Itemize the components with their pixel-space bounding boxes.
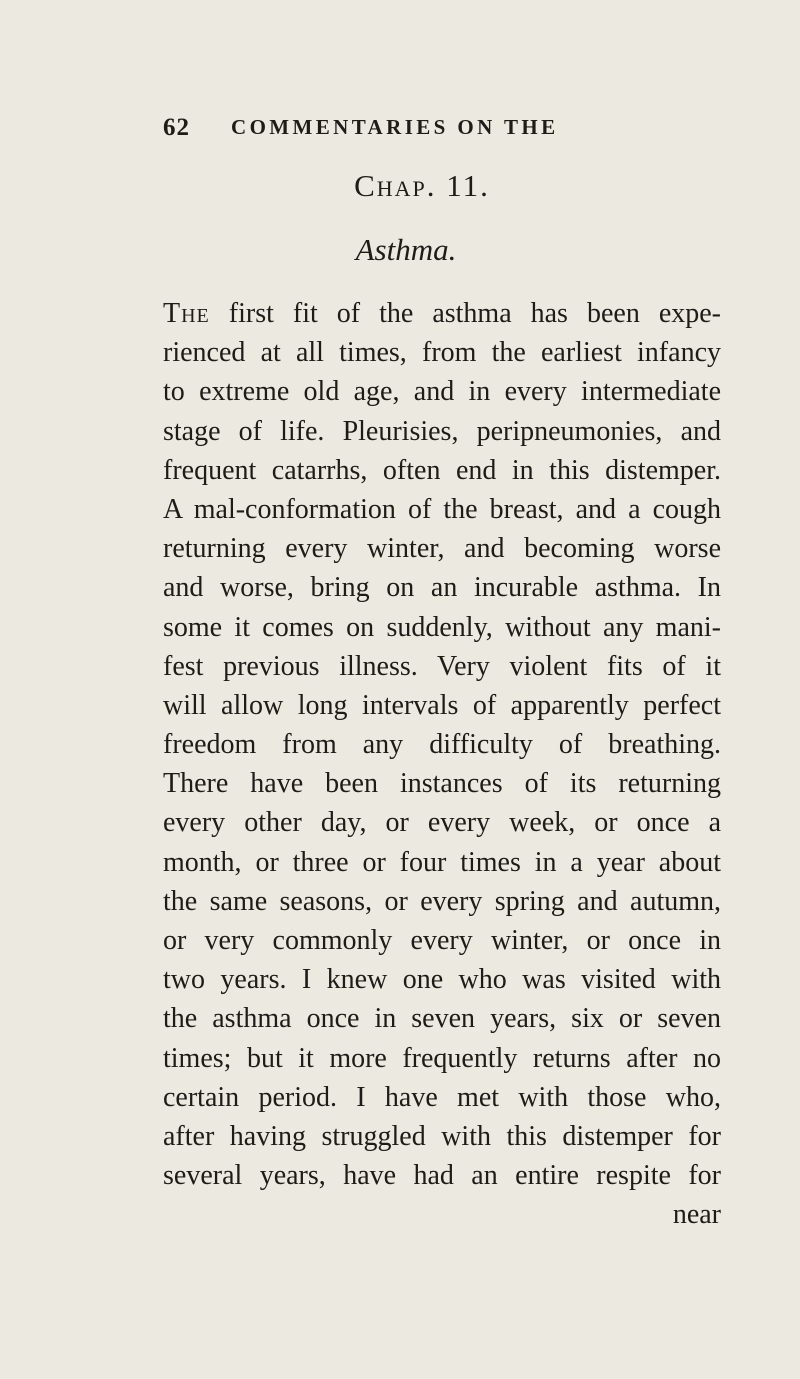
chapter-heading: [0, 168, 800, 204]
text-line: two years. I knew one who was visited with: [163, 964, 721, 996]
text-line: stage of life. Pleurisies, peripneumonies, and: [163, 415, 721, 447]
text-line: will allow long intervals of apparently perfect: [163, 689, 721, 721]
text-line: or very commonly every winter, or once in: [163, 925, 721, 956]
text-line: A mal-conformation of the breast, and a cough: [163, 493, 721, 525]
text-line: the same seasons, or every spring and autumn,: [163, 885, 721, 917]
text-line: several years, have had an entire respite for: [163, 1160, 721, 1192]
chapter-subtitle-text: Asthma.: [355, 232, 457, 267]
text-line: some it comes on suddenly, without any mani-: [163, 611, 721, 643]
text-line: month, or three or four times in a year about: [163, 846, 721, 878]
text-line: There have been instances of its returning: [163, 768, 721, 800]
page-number: 62: [163, 114, 190, 141]
text-line: and worse, bring on an incurable asthma. In: [163, 572, 721, 604]
first-line-text: first fit of the asthma has been expe-: [209, 298, 721, 329]
text-line: certain period. I have met with those who,: [163, 1081, 721, 1113]
text-line: freedom from any difficulty of breathing.: [163, 729, 721, 761]
running-head: [163, 114, 723, 144]
chapter-heading-text: Chap. 11.: [354, 168, 490, 203]
chapter-subtitle: [0, 232, 800, 268]
opening-word: The: [163, 298, 210, 329]
text-line: to extreme old age, and in every intermediate: [163, 376, 721, 408]
running-head-title: COMMENTARIES ON THE: [231, 115, 559, 139]
text-line: every other day, or every week, or once a: [163, 807, 721, 839]
catchword: near: [672, 1199, 721, 1231]
text-line: times; but it more frequently returns after no: [163, 1042, 721, 1074]
text-line: fest previous illness. Very violent fits of it: [163, 650, 721, 682]
text-line-1: [163, 294, 721, 333]
text-line: returning every winter, and becoming worse: [163, 533, 721, 565]
text-line: rienced at all times, from the earliest infancy: [163, 337, 721, 369]
text-line: after having struggled with this distemper for: [163, 1120, 721, 1152]
text-line: frequent catarrhs, often end in this distemper.: [163, 454, 721, 486]
body-text: [163, 294, 721, 1235]
text-line: the asthma once in seven years, six or seven: [163, 1003, 721, 1035]
